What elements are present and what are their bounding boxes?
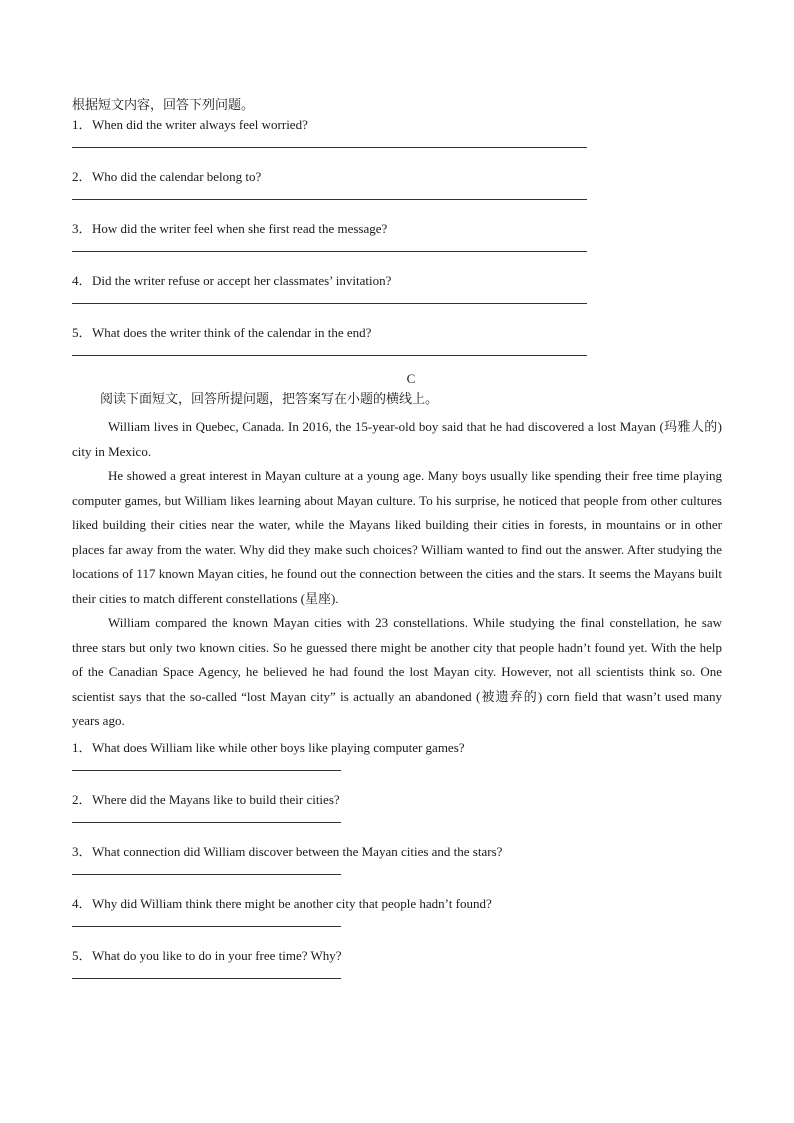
section-letter-c: C [406,371,416,386]
question-text: Did the writer refuse or accept her classmates’ invitation? [92,273,392,288]
part-b-questions [72,115,722,356]
question-item: 1．When did the writer always feel worried? [72,117,308,132]
question-item: 4．Did the writer refuse or accept her classmates’ invitation? [72,273,392,288]
part-c-questions [72,738,722,979]
answer-line[interactable] [72,343,587,356]
answer-line[interactable] [72,862,341,875]
question-text: What do you like to do in your free time? Why? [92,947,342,963]
question-item: 4．Why did William think there might be another city that people hadn’t found? [72,895,492,911]
answer-line[interactable] [72,239,587,252]
reading-passage [72,415,722,734]
question-text: Who did the calendar belong to? [92,169,262,184]
answer-line[interactable] [72,810,341,823]
answer-line[interactable] [72,135,587,148]
question-text: What does William like while other boys like playing computer games? [92,739,465,755]
question-text: Where did the Mayans like to build their cities? [92,791,340,807]
part-c-instruction: 阅读下面短文，回答所提问题，把答案写在小题的横线上。 [100,391,439,406]
part-b-instruction: 根据短文内容，回答下列问题。 [72,97,255,112]
question-item: 3．How did the writer feel when she first read the message? [72,221,388,236]
question-text: How did the writer feel when she first read the message? [92,221,388,236]
passage-paragraph: William lives in Quebec, Canada. In 2016, the 15-year-old boy said that he had discovered a lost Mayan (玛雅人的) city in Mexico. [72,419,722,459]
answer-line[interactable] [72,966,341,979]
answer-line[interactable] [72,291,587,304]
worksheet-page [72,95,722,998]
question-text: When did the writer always feel worried? [92,117,308,132]
question-text: What does the writer think of the calendar in the end? [92,325,372,340]
answer-line[interactable] [72,914,341,927]
question-item: 2．Who did the calendar belong to? [72,169,262,184]
passage-paragraph: William compared the known Mayan cities with 23 constellations. While studying the final constellation, he saw three stars but only two known cities. So he guessed there might be another city that people hadn’t found yet. With the help of the Canadian Space Agency, he believed he had found the lost Mayan city. However, not all scientists think so. One scientist says that the so-called “lost Mayan city” is actually an abandoned (被遗弃的) corn field that wasn’t used many years ago. [72,615,722,728]
question-text: What connection did William discover between the Mayan cities and the stars? [92,843,503,859]
question-text: Why did William think there might be another city that people hadn’t found? [92,895,492,911]
question-item: 2．Where did the Mayans like to build their cities? [72,791,340,807]
question-item: 5．What do you like to do in your free time? Why? [72,947,342,963]
passage-paragraph: He showed a great interest in Mayan culture at a young age. Many boys usually like spending their free time playing computer games, but William likes learning about Mayan culture. To his surprise, he noticed that people from other cultures liked building their cities near the water, while the Mayans liked building their cities in forests, in mountains or in other places far away from the water. Why did they make such choices? William wanted to find out the answer. After studying the locations of 117 known Mayan cities, he found out the connection between the cities and the stars. It seems the Mayans built their cities to match different constellations (星座). [72,468,722,606]
question-item: 5．What does the writer think of the calendar in the end? [72,325,372,340]
question-item: 3．What connection did William discover between the Mayan cities and the stars? [72,843,503,859]
answer-line[interactable] [72,758,341,771]
question-item: 1．What does William like while other boys like playing computer games? [72,739,465,755]
answer-line[interactable] [72,187,587,200]
